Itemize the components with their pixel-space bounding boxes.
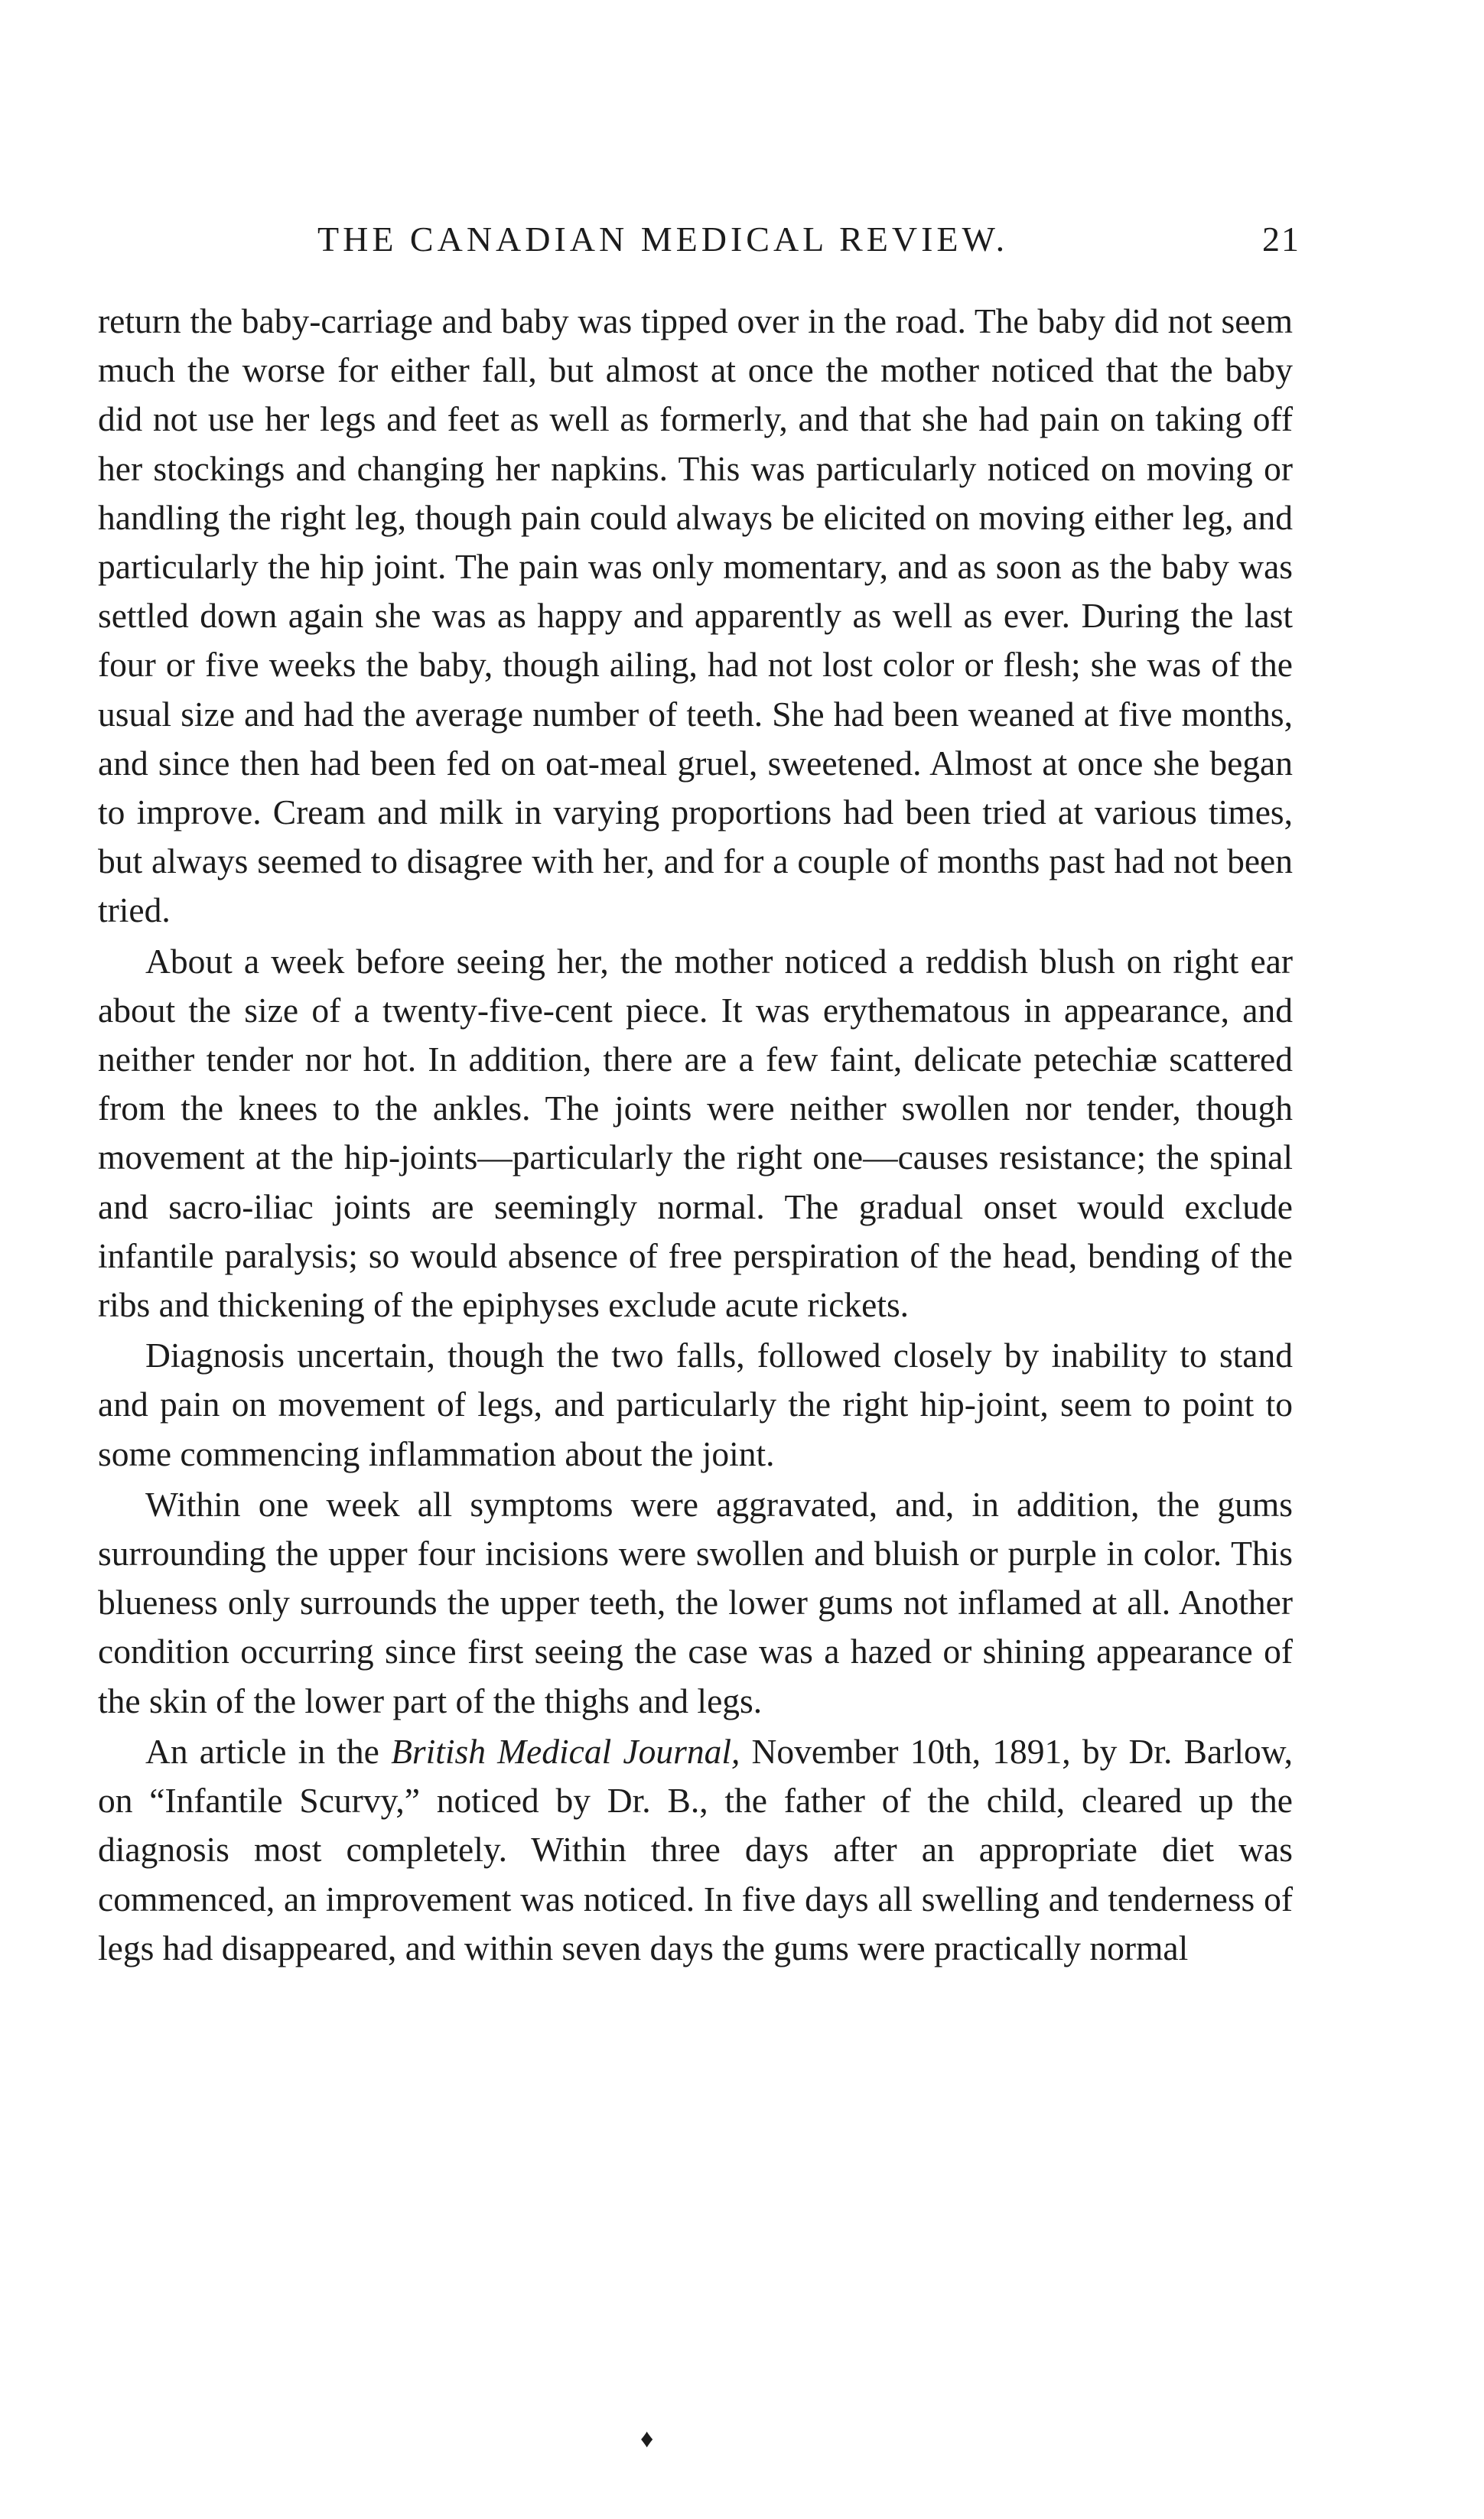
citation-body: November 10th, 1891, by Dr. Barlow, on “Infantile Scurvy,” noticed by Dr. B., the father of the child, cleared up the diagnosis most completely. Within three days after an appropriate diet was commenced, an improvement was noticed. In five days all swelling and tenderness of legs had disappeared, and within seven days the gums were practically normal: [98, 1731, 1293, 1967]
running-title: THE CANADIAN MEDICAL REVIEW.: [317, 220, 1009, 259]
body-text: [98, 297, 1293, 1974]
signature-mark: ♦: [640, 2425, 654, 2453]
paragraph-reddish-blush: About a week before seeing her, the mother noticed a reddish blush on right ear about the size of a twenty-five-cent piece. It was erythematous in appearance, and neither tender nor hot. In addition, there are a few faint, delicate petechiæ scattered from the knees to the ankles. The joints were neither swollen nor tender, though movement at the hip-joints—particularly the right one—causes resistance; the spinal and sacro-iliac joints are seemingly normal. The gradual onset would exclude infantile paralysis; so would absence of free perspiration of the head, bending of the ribs and thickening of the epiphyses exclude acute rickets.: [98, 941, 1293, 1325]
paragraph-diagnosis: Diagnosis uncertain, though the two falls, followed closely by inability to stand and pain on movement of legs, and particularly the right hip-joint, seem to point to some commencing inflammation about the joint.: [98, 1336, 1293, 1473]
paragraph-article-citation: [98, 1727, 1293, 1973]
paragraph-symptoms-aggravated: Within one week all symptoms were aggravated, and, in addition, the gums surrounding the upper four incisions were swollen and bluish or purple in color. This blueness only surrounds the upper teeth, the lower gums not inflamed at all. Another condition occurring since first seeing the case was a hazed or shining appearance of the skin of the lower part of the thighs and legs.: [98, 1484, 1293, 1720]
running-head: [99, 219, 1300, 265]
paragraph-continuation: return the baby-carriage and baby was tipped over in the road. The baby did not seem much the worse for either fall, but almost at once the mother noticed that the baby did not use her legs and feet as well as formerly, and that she had pain on taking off her stockings and changing her napkins. This was particularly noticed on moving or handling the right leg, though pain could always be elicited on moving either leg, and particularly the hip joint. The pain was only momentary, and as soon as the baby was settled down again she was as happy and apparently as well as ever. During the last four or five weeks the baby, though ailing, had not lost color or flesh; she was of the usual size and had the average number of teeth. She had been weaned at five months, and since then had been fed on oat-meal gruel, sweetened. Almost at once she began to improve. Cream and milk in varying proportions had been tried at various times, but always seemed to disagree with her, and for a couple of months past had not been tried.: [98, 301, 1293, 930]
journal-title: British Medical Journal,: [391, 1731, 740, 1771]
page-number: 21: [1262, 220, 1300, 259]
citation-lead-in: An article in the: [145, 1731, 392, 1771]
